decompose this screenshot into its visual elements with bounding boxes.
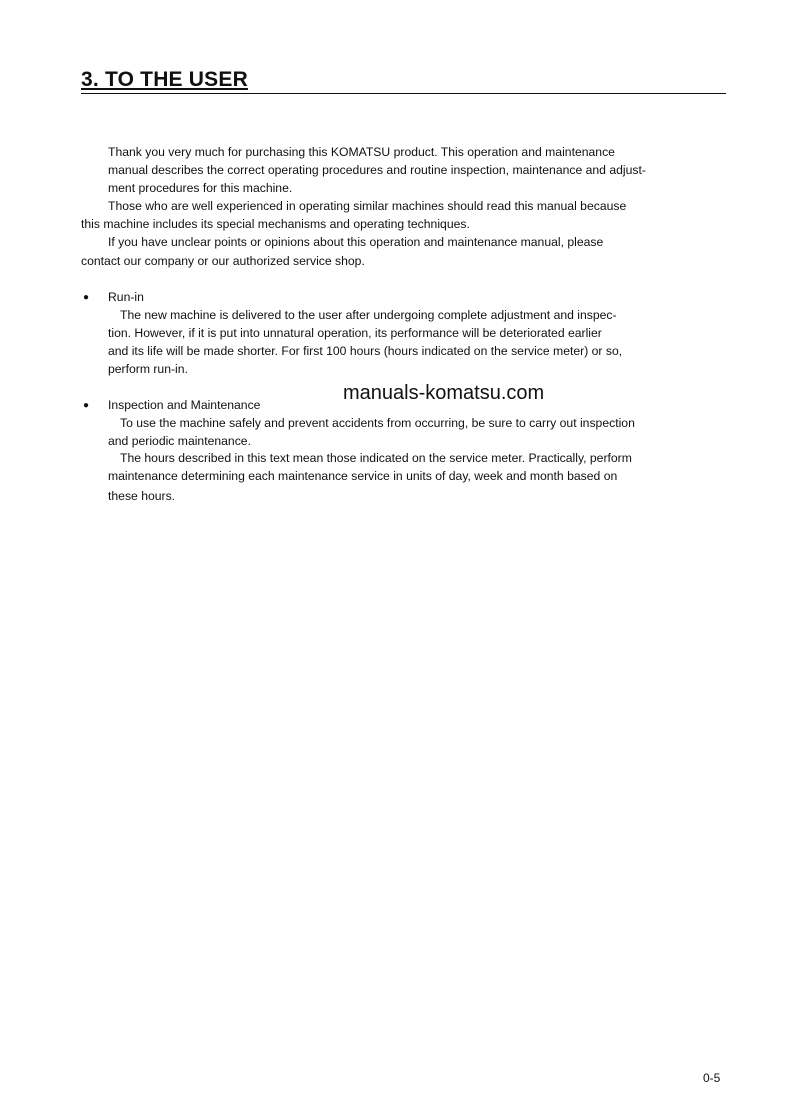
section-line: perform run-in. <box>108 362 188 376</box>
intro-line: Those who are well experienced in operating similar machines should read this manual because <box>108 199 627 213</box>
page-title: 3. TO THE USER <box>81 68 248 91</box>
section-line: and its life will be made shorter. For first 100 hours (hours indicated on the service meter) or so, <box>108 344 623 358</box>
section-line: The new machine is delivered to the user after undergoing complete adjustment and inspec- <box>120 308 617 322</box>
bullet-icon: ● <box>83 400 90 411</box>
bullet-icon: ● <box>83 292 90 303</box>
intro-line: If you have unclear points or opinions about this operation and maintenance manual, please <box>108 235 604 249</box>
section-line: tion. However, if it is put into unnatural operation, its performance will be deteriorated earlier <box>108 326 602 340</box>
section-line: maintenance determining each maintenance service in units of day, week and month based on <box>108 469 618 483</box>
watermark-text: manuals-komatsu.com <box>343 382 545 404</box>
section-line: To use the machine safely and prevent accidents from occurring, be sure to carry out inspection <box>120 416 635 430</box>
intro-line: Thank you very much for purchasing this KOMATSU product. This operation and maintenance <box>108 145 615 159</box>
section-line: these hours. <box>108 489 176 503</box>
section-line: and periodic maintenance. <box>108 434 251 448</box>
intro-line: contact our company or our authorized service shop. <box>81 254 365 268</box>
intro-line: ment procedures for this machine. <box>108 181 293 195</box>
section-title-inspection: Inspection and Maintenance <box>108 398 261 412</box>
page-number: 0-5 <box>703 1071 721 1085</box>
intro-line: manual describes the correct operating procedures and routine inspection, maintenance and adjust- <box>108 163 646 177</box>
section-line: The hours described in this text mean those indicated on the service meter. Practically, perform <box>120 451 632 465</box>
intro-line: this machine includes its special mechanisms and operating techniques. <box>81 217 470 231</box>
section-title-run-in: Run-in <box>108 290 144 304</box>
section-heading-rule <box>81 66 726 94</box>
